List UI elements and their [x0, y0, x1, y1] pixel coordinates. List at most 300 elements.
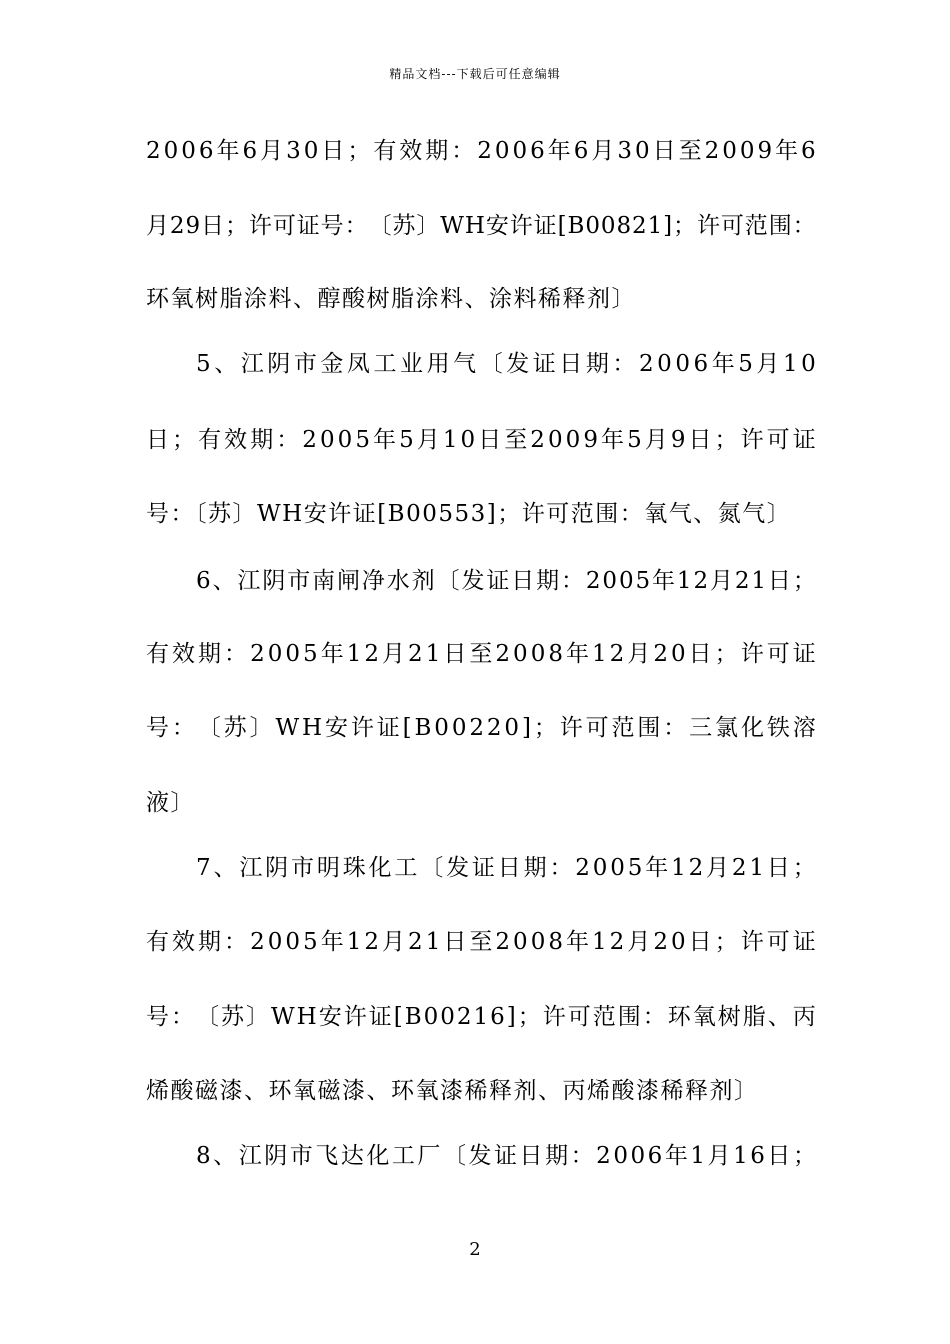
- glyph: 工: [391, 1143, 415, 1169]
- glyph: 化: [740, 715, 764, 741]
- glyph: 1: [592, 641, 607, 667]
- paragraph-first-line: [196, 347, 816, 381]
- glyph: 阴: [267, 351, 291, 377]
- glyph: 月: [709, 568, 733, 594]
- glyph: 月: [627, 929, 651, 955]
- glyph: 氯: [715, 715, 739, 741]
- body-line-text: 号：〔苏〕WH安许证[B00553]；许可范围：氧气、氮气〕: [146, 501, 792, 527]
- glyph: [: [557, 213, 567, 239]
- glyph: 2: [704, 138, 720, 164]
- glyph: ：: [344, 213, 368, 239]
- glyph: 年: [664, 1143, 688, 1169]
- body-line: [146, 423, 816, 457]
- glyph: 苏: [221, 1004, 244, 1030]
- glyph: 发: [446, 855, 470, 881]
- glyph: 市: [293, 351, 317, 377]
- glyph: 0: [671, 929, 686, 955]
- glyph: 0: [303, 138, 319, 164]
- glyph: 2: [638, 351, 654, 377]
- glyph: 6: [530, 138, 545, 164]
- glyph: 铁: [766, 715, 790, 741]
- body-line: [146, 497, 816, 531]
- glyph: 年: [566, 929, 589, 955]
- glyph: 、: [214, 351, 238, 377]
- glyph: 期: [536, 568, 560, 594]
- glyph: 氧: [692, 1004, 716, 1030]
- glyph: 化: [366, 1143, 390, 1169]
- paragraph-first-line: [196, 1139, 816, 1173]
- glyph: 0: [600, 213, 616, 239]
- glyph: H: [296, 1004, 317, 1030]
- glyph: 期: [198, 929, 222, 955]
- glyph: 市: [287, 568, 311, 594]
- glyph: 2: [495, 641, 511, 667]
- glyph: ；: [714, 929, 738, 955]
- glyph: 〔: [442, 1143, 466, 1169]
- glyph: 许: [559, 715, 583, 741]
- glyph: 证: [376, 715, 400, 741]
- glyph: 可: [766, 427, 790, 453]
- glyph: 年: [775, 138, 799, 164]
- glyph: 0: [181, 138, 196, 164]
- glyph: 有: [373, 138, 397, 164]
- glyph: 证: [532, 351, 556, 377]
- glyph: 〔: [197, 715, 221, 741]
- glyph: 0: [460, 427, 476, 453]
- glyph: 2: [734, 568, 750, 594]
- glyph: 江: [239, 855, 263, 881]
- glyph: 〔: [196, 1004, 219, 1030]
- glyph: ：: [561, 568, 584, 594]
- glyph: 证: [792, 929, 816, 955]
- glyph: 0: [613, 1143, 628, 1169]
- glyph: 可: [585, 715, 609, 741]
- glyph: 5: [635, 568, 651, 594]
- glyph: 8: [548, 929, 563, 955]
- glyph: 0: [504, 715, 520, 741]
- glyph: 飞: [315, 1143, 339, 1169]
- glyph: ；: [714, 641, 738, 667]
- glyph: 丙: [792, 1004, 816, 1030]
- glyph: 日: [443, 929, 467, 955]
- glyph: 1: [749, 855, 765, 881]
- glyph: 2: [596, 1143, 611, 1169]
- glyph: 0: [285, 641, 301, 667]
- glyph: 许: [740, 641, 764, 667]
- glyph: ]: [521, 715, 531, 741]
- glyph: 0: [267, 929, 283, 955]
- glyph: 5: [627, 855, 643, 881]
- page-header: 精品文档---下载后可任意编辑: [389, 67, 561, 81]
- glyph: 0: [585, 213, 600, 239]
- body-line: [146, 711, 816, 745]
- glyph: 0: [337, 427, 353, 453]
- glyph: H: [464, 213, 485, 239]
- glyph: 6: [198, 138, 214, 164]
- glyph: 日: [146, 427, 169, 453]
- glyph: 围: [768, 213, 792, 239]
- body-line: [146, 209, 816, 243]
- glyph: 金: [320, 351, 344, 377]
- glyph: 2: [585, 568, 601, 594]
- glyph: 期: [545, 1143, 569, 1169]
- glyph: 证: [486, 568, 510, 594]
- glyph: ；: [673, 213, 697, 239]
- glyph: ：: [451, 138, 475, 164]
- glyph: 业: [400, 351, 424, 377]
- glyph: 范: [592, 1004, 616, 1030]
- glyph: 江: [240, 351, 264, 377]
- glyph: 8: [196, 1143, 211, 1169]
- glyph: 〕: [416, 213, 440, 239]
- glyph: 2: [486, 715, 502, 741]
- glyph: W: [440, 213, 464, 239]
- glyph: 〔: [479, 351, 503, 377]
- glyph: 0: [657, 351, 672, 377]
- glyph: 0: [565, 427, 581, 453]
- glyph: 明: [316, 855, 340, 881]
- glyph: 许: [696, 213, 720, 239]
- glyph: 9: [185, 213, 201, 239]
- glyph: 2: [575, 855, 590, 881]
- glyph: 日: [767, 1143, 791, 1169]
- glyph: 苏: [223, 715, 247, 741]
- glyph: W: [275, 715, 300, 741]
- glyph: 许: [350, 715, 374, 741]
- glyph: 3: [286, 138, 301, 164]
- glyph: 0: [319, 427, 335, 453]
- glyph: 年: [373, 427, 397, 453]
- glyph: 许: [740, 427, 764, 453]
- glyph: 至: [504, 427, 528, 453]
- body-line: [146, 1074, 816, 1108]
- glyph: 发: [506, 351, 530, 377]
- glyph: 1: [647, 213, 663, 239]
- glyph: 证: [533, 213, 557, 239]
- glyph: 发: [461, 568, 485, 594]
- glyph: 树: [717, 1004, 741, 1030]
- glyph: 气: [453, 351, 477, 377]
- glyph: 年: [601, 427, 625, 453]
- glyph: 证: [296, 213, 320, 239]
- glyph: 日: [688, 641, 712, 667]
- glyph: 6: [801, 138, 816, 164]
- glyph: 日: [688, 929, 712, 955]
- glyph: 闸: [336, 568, 360, 594]
- glyph: 水: [386, 568, 410, 594]
- glyph: 效: [172, 929, 196, 955]
- glyph: ：: [224, 929, 248, 955]
- glyph: 0: [671, 641, 686, 667]
- glyph: 日: [478, 427, 502, 453]
- glyph: 月: [591, 138, 615, 164]
- glyph: 许: [509, 213, 533, 239]
- glyph: 2: [477, 138, 492, 164]
- glyph: 发: [468, 1143, 492, 1169]
- glyph: 剂: [411, 568, 435, 594]
- glyph: 年: [652, 568, 676, 594]
- glyph: 9: [583, 427, 598, 453]
- glyph: 效: [172, 641, 196, 667]
- glyph: 日: [443, 641, 467, 667]
- glyph: 0: [634, 138, 650, 164]
- paragraph-first-line: [196, 564, 816, 598]
- glyph: 2: [693, 568, 709, 594]
- glyph: 2: [632, 213, 647, 239]
- glyph: 2: [364, 929, 379, 955]
- glyph: 许: [248, 213, 272, 239]
- glyph: 〔: [420, 855, 444, 881]
- glyph: 2: [250, 641, 265, 667]
- glyph: ：: [642, 1004, 666, 1030]
- glyph: 2: [146, 138, 161, 164]
- glyph: 净: [361, 568, 385, 594]
- glyph: 5: [738, 351, 753, 377]
- body-line: [146, 786, 816, 820]
- glyph: 、: [767, 1004, 791, 1030]
- glyph: 安: [324, 715, 348, 741]
- glyph: 0: [423, 1004, 439, 1030]
- glyph: 至: [469, 641, 493, 667]
- glyph: 1: [425, 641, 441, 667]
- glyph: 6: [242, 138, 258, 164]
- glyph: 1: [442, 427, 458, 453]
- glyph: 效: [399, 138, 423, 164]
- glyph: 1: [733, 1143, 748, 1169]
- glyph: 1: [346, 929, 362, 955]
- glyph: 0: [285, 929, 301, 955]
- glyph: ：: [276, 427, 300, 453]
- glyph: 可: [720, 213, 744, 239]
- glyph: 范: [611, 715, 635, 741]
- glyph: 市: [291, 855, 315, 881]
- body-line: [146, 1000, 816, 1034]
- glyph: 2: [250, 929, 265, 955]
- glyph: 月: [627, 641, 651, 667]
- glyph: 0: [434, 715, 449, 741]
- glyph: 月: [146, 213, 169, 239]
- glyph: ；: [714, 427, 738, 453]
- glyph: 江: [238, 1143, 262, 1169]
- glyph: 0: [440, 1004, 455, 1030]
- glyph: 范: [744, 213, 768, 239]
- glyph: B: [404, 1004, 422, 1030]
- glyph: 5: [627, 427, 642, 453]
- glyph: 2: [495, 929, 511, 955]
- glyph: 2: [364, 641, 379, 667]
- glyph: 江: [237, 568, 261, 594]
- glyph: 5: [196, 351, 211, 377]
- glyph: 月: [707, 1143, 731, 1169]
- glyph: 三: [689, 715, 713, 741]
- glyph: 阴: [264, 1143, 288, 1169]
- glyph: 化: [368, 855, 392, 881]
- glyph: 阴: [265, 855, 289, 881]
- glyph: 日: [511, 568, 535, 594]
- glyph: 2: [609, 929, 625, 955]
- glyph: 证: [494, 1143, 518, 1169]
- glyph: 号: [320, 213, 344, 239]
- glyph: 日: [688, 427, 712, 453]
- glyph: 2: [609, 641, 625, 667]
- glyph: 安: [318, 1004, 342, 1030]
- glyph: 可: [766, 929, 790, 955]
- glyph: ：: [663, 715, 687, 741]
- glyph: 至: [469, 929, 493, 955]
- glyph: 月: [756, 351, 780, 377]
- glyph: 1: [346, 641, 362, 667]
- glyph: 1: [751, 568, 767, 594]
- glyph: 脂: [742, 1004, 766, 1030]
- glyph: 5: [399, 427, 414, 453]
- glyph: 年: [547, 138, 571, 164]
- body-line-text: 环氧树脂涂料、醇酸树脂涂料、涂料稀释剂〕: [146, 286, 636, 312]
- glyph: 有: [146, 929, 169, 955]
- glyph: 2: [302, 427, 317, 453]
- glyph: 2: [653, 641, 668, 667]
- glyph: 月: [416, 427, 440, 453]
- glyph: 年: [645, 855, 669, 881]
- glyph: 1: [425, 929, 441, 955]
- glyph: 5: [303, 641, 318, 667]
- glyph: 日: [652, 138, 676, 164]
- glyph: 0: [451, 715, 467, 741]
- glyph: 月: [382, 929, 406, 955]
- glyph: ；: [792, 1143, 816, 1169]
- glyph: 日: [321, 138, 345, 164]
- glyph: 日: [766, 855, 790, 881]
- glyph: 年: [711, 351, 735, 377]
- glyph: ]: [506, 1004, 516, 1030]
- glyph: 8: [616, 213, 632, 239]
- glyph: 年: [320, 641, 344, 667]
- glyph: 1: [473, 1004, 489, 1030]
- glyph: 月: [382, 641, 406, 667]
- glyph: 至: [678, 138, 702, 164]
- body-line-text: 烯酸磁漆、环氧磁漆、环氧漆稀释剂、丙烯酸漆稀释剂〕: [146, 1078, 759, 1104]
- glyph: 、: [212, 568, 236, 594]
- glyph: ：: [171, 1004, 194, 1030]
- glyph: 期: [425, 138, 449, 164]
- glyph: 有: [146, 641, 169, 667]
- glyph: 0: [722, 138, 737, 164]
- glyph: 0: [592, 855, 608, 881]
- glyph: 证: [471, 855, 495, 881]
- glyph: 日: [201, 213, 225, 239]
- glyph: 工: [394, 855, 418, 881]
- glyph: 2: [530, 427, 545, 453]
- glyph: 、: [213, 855, 237, 881]
- glyph: 0: [675, 351, 690, 377]
- glyph: 0: [610, 855, 625, 881]
- glyph: ：: [570, 1143, 594, 1169]
- glyph: ；: [792, 855, 816, 881]
- glyph: 0: [512, 138, 528, 164]
- glyph: ：: [549, 855, 573, 881]
- glyph: ；: [347, 138, 371, 164]
- glyph: 2: [408, 641, 423, 667]
- glyph: 0: [602, 568, 618, 594]
- glyph: 0: [494, 138, 510, 164]
- glyph: 2: [456, 1004, 472, 1030]
- glyph: 号: [146, 1004, 169, 1030]
- glyph: 安: [485, 213, 509, 239]
- glyph: 6: [490, 1004, 505, 1030]
- glyph: 年: [320, 929, 344, 955]
- glyph: 6: [196, 568, 211, 594]
- glyph: 0: [618, 568, 634, 594]
- glyph: 环: [667, 1004, 691, 1030]
- glyph: B: [567, 213, 585, 239]
- glyph: ；: [533, 715, 557, 741]
- glyph: 6: [647, 1143, 663, 1169]
- glyph: [: [402, 715, 412, 741]
- glyph: 〔: [436, 568, 460, 594]
- glyph: 市: [289, 1143, 313, 1169]
- glyph: 期: [250, 427, 274, 453]
- glyph: 6: [573, 138, 589, 164]
- glyph: 6: [750, 1143, 765, 1169]
- glyph: 效: [224, 427, 248, 453]
- glyph: H: [301, 715, 323, 741]
- glyph: 2: [731, 855, 747, 881]
- glyph: 有: [198, 427, 222, 453]
- glyph: 年: [566, 641, 589, 667]
- glyph: ；: [517, 1004, 541, 1030]
- glyph: 8: [548, 641, 563, 667]
- glyph: 苏: [392, 213, 416, 239]
- glyph: 可: [567, 1004, 591, 1030]
- body-line: [146, 925, 816, 959]
- glyph: 月: [644, 427, 668, 453]
- glyph: ；: [792, 568, 816, 594]
- glyph: 2: [408, 929, 423, 955]
- glyph: 许: [343, 1004, 367, 1030]
- glyph: 日: [519, 1143, 543, 1169]
- glyph: 月: [706, 855, 730, 881]
- glyph: 5: [303, 929, 318, 955]
- glyph: 9: [757, 138, 773, 164]
- glyph: 5: [355, 427, 370, 453]
- glyph: ；: [172, 427, 196, 453]
- glyph: 厂: [417, 1143, 441, 1169]
- glyph: 1: [592, 929, 607, 955]
- body-line: [146, 282, 816, 316]
- glyph: ：: [612, 351, 636, 377]
- glyph: 工: [373, 351, 397, 377]
- glyph: 9: [670, 427, 686, 453]
- glyph: 7: [196, 855, 211, 881]
- glyph: 1: [671, 855, 686, 881]
- glyph: 证: [368, 1004, 392, 1030]
- glyph: ：: [224, 641, 248, 667]
- glyph: 号: [146, 715, 169, 741]
- body-line: [146, 134, 816, 168]
- glyph: 溶: [792, 715, 816, 741]
- glyph: 期: [585, 351, 609, 377]
- glyph: 许: [542, 1004, 566, 1030]
- glyph: 阴: [262, 568, 286, 594]
- glyph: 〕: [246, 1004, 269, 1030]
- glyph: 0: [530, 641, 546, 667]
- glyph: 珠: [342, 855, 366, 881]
- glyph: 许: [740, 929, 764, 955]
- glyph: 日: [767, 568, 791, 594]
- glyph: W: [271, 1004, 295, 1030]
- glyph: 2: [653, 929, 668, 955]
- glyph: B: [414, 715, 432, 741]
- page-number: 2: [469, 1239, 481, 1260]
